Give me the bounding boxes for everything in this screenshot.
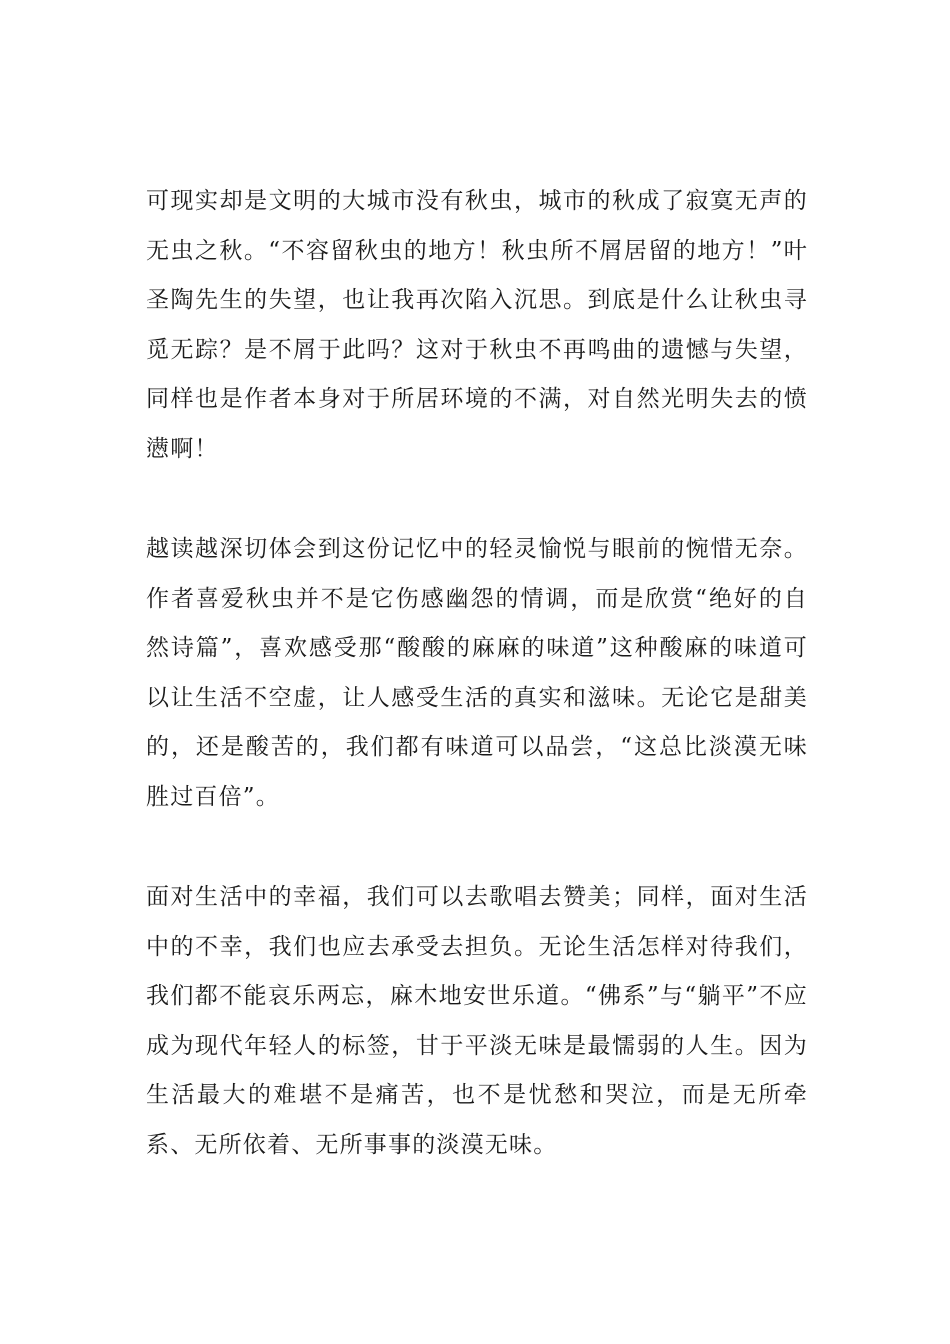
paragraph-3: 面对生活中的幸福，我们可以去歌唱去赞美；同样，面对生活中的不幸，我们也应去承受去担负。无论生活怎样对待我们，我们都不能哀乐两忘，麻木地安世乐道。“佛系”与“躺平”不应成为现代年轻人的标签，甘于平淡无味是最懦弱的人生。因为生活最大的难堪不是痛苦，也不是忧愁和哭泣，而是无所牵系、无所依着、无所事事的淡漠无味。	[146, 884, 808, 1158]
paragraph-1: 可现实却是文明的大城市没有秋虫，城市的秋成了寂寞无声的无虫之秋。“不容留秋虫的地方！秋虫所不屑居留的地方！”叶圣陶先生的失望，也让我再次陷入沉思。到底是什么让秋虫寻觅无踪？是不屑于此吗？这对于秋虫不再鸣曲的遗憾与失望，同样也是作者本身对于所居环境的不满，对自然光明失去的愤懑啊！	[146, 188, 808, 462]
paragraph-2: 越读越深切体会到这份记忆中的轻灵愉悦与眼前的惋惜无奈。作者喜爱秋虫并不是它伤感幽怨的情调，而是欣赏“绝好的自然诗篇”，喜欢感受那“酸酸的麻麻的味道”这种酸麻的味道可以让生活不空虚，让人感受生活的真实和滋味。无论它是甜美的，还是酸苦的，我们都有味道可以品尝，“这总比淡漠无味胜过百倍”。	[146, 536, 808, 810]
